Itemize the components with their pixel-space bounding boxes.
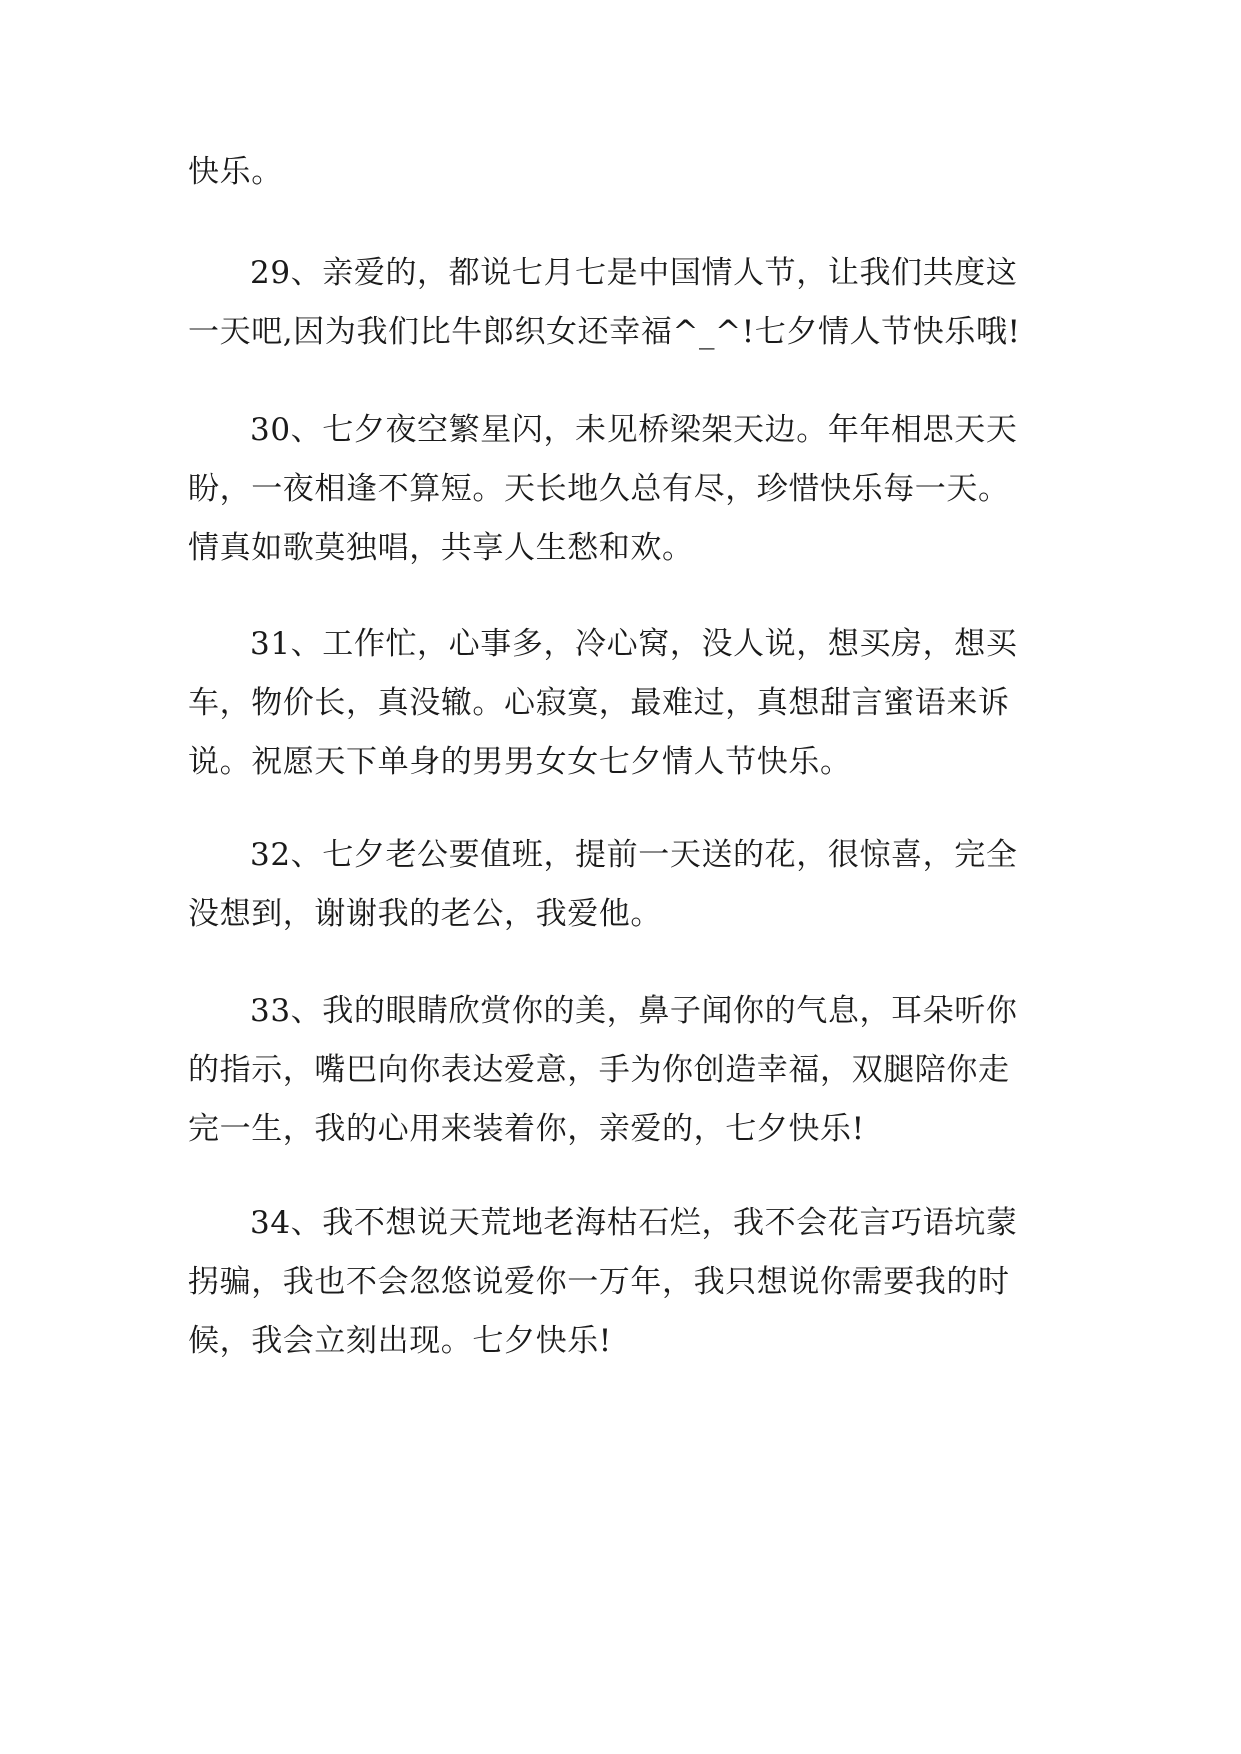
text-line: 拐骗，我也不会忽悠说爱你一万年，我只想说你需要我的时 (188, 1264, 1010, 1300)
paragraph-30 (188, 401, 1060, 578)
continuation-text (188, 143, 1060, 202)
text-line: 33、我的眼睛欣赏你的美，鼻子闻你的气息，耳朵听你 (250, 993, 1018, 1029)
text-line: 没想到，谢谢我的老公，我爱他。 (188, 896, 662, 932)
text-line: 车，物价长，真没辙。心寂寞，最难过，真想甜言蜜语来诉 (188, 685, 1010, 721)
text-line: 32、七夕老公要值班，提前一天送的花，很惊喜，完全 (250, 837, 1018, 873)
paragraph-34 (188, 1194, 1060, 1371)
text-line: 一天吧,因为我们比牛郎织女还幸福^_^!七夕情人节快乐哦! (188, 314, 1021, 350)
text-line: 的指示，嘴巴向你表达爱意，手为你创造幸福，双腿陪你走 (188, 1052, 1010, 1088)
text-line: 完一生，我的心用来装着你，亲爱的，七夕快乐! (188, 1111, 865, 1147)
text-line: 30、七夕夜空繁星闪，未见桥梁架天边。年年相思天天 (250, 412, 1018, 448)
paragraph-32 (188, 826, 1060, 944)
paragraph-31 (188, 615, 1060, 792)
text-line: 盼，一夜相逢不算短。天长地久总有尽，珍惜快乐每一天。 (188, 471, 1010, 507)
paragraph-33 (188, 982, 1060, 1159)
text-line: 31、工作忙，心事多，冷心窝，没人说，想买房，想买 (250, 626, 1018, 662)
text-line: 说。祝愿天下单身的男男女女七夕情人节快乐。 (188, 744, 852, 780)
text-line: 候，我会立刻出现。七夕快乐! (188, 1323, 612, 1359)
paragraph-29 (188, 244, 1060, 362)
text-line: 34、我不想说天荒地老海枯石烂，我不会花言巧语坑蒙 (250, 1205, 1018, 1241)
text-line: 快乐。 (188, 154, 283, 190)
text-line: 情真如歌莫独唱，共享人生愁和欢。 (188, 530, 694, 566)
text-line: 29、亲爱的，都说七月七是中国情人节，让我们共度这 (250, 255, 1018, 291)
